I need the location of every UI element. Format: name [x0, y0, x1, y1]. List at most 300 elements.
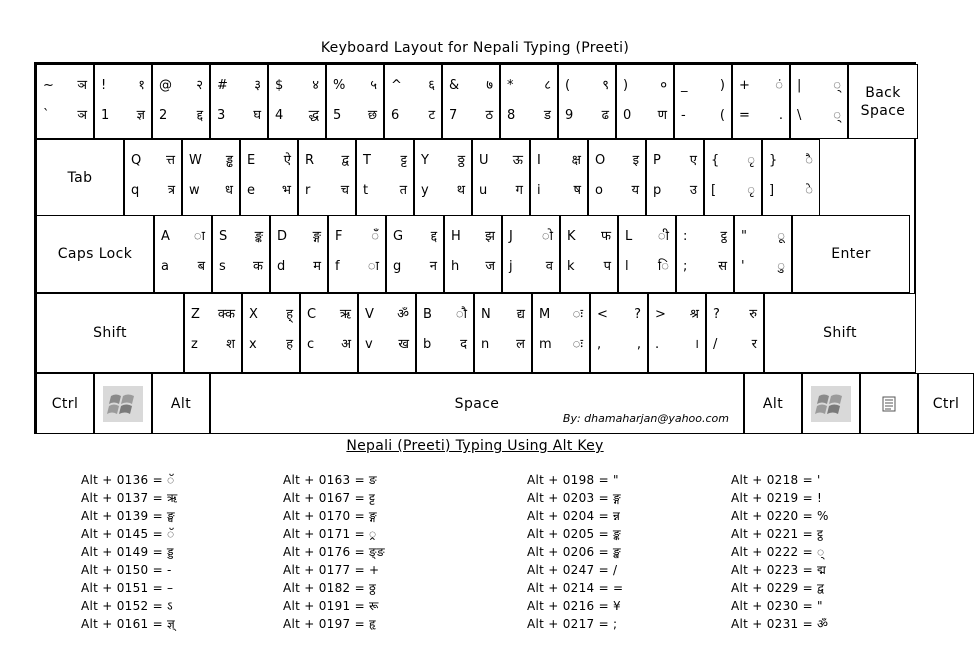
key-char-latin: o	[595, 183, 603, 198]
key-char-latin: [	[711, 183, 717, 198]
key-tilde[interactable]	[36, 64, 94, 139]
key-char-shift-latin: !	[101, 78, 107, 93]
key-char-shift-nepali: ः	[572, 307, 583, 322]
key-s[interactable]	[212, 215, 270, 293]
key-char-latin: q	[131, 183, 140, 198]
key-char-shift-nepali: ्	[833, 78, 841, 93]
key-char-nepali: ल	[516, 337, 525, 352]
key-9[interactable]	[558, 64, 616, 139]
key-w[interactable]	[182, 139, 240, 216]
key-char-latin: .	[655, 337, 660, 352]
key-char-shift-nepali: द्द	[430, 229, 437, 244]
key-char-latin: 9	[565, 108, 574, 123]
key-g[interactable]	[386, 215, 444, 293]
key-char-nepali: ि	[657, 259, 669, 274]
key-char-shift-latin: K	[567, 229, 576, 244]
alt-code-entry: Alt + 0231 = ॐ	[731, 617, 829, 631]
key-char-latin: l	[625, 259, 629, 274]
key-char-shift-nepali: ४	[312, 78, 319, 93]
alt-code-entry: Alt + 0230 = "	[731, 599, 823, 613]
key-char-latin: r	[305, 183, 311, 198]
alt-code-entry: Alt + 0170 = ङ्ग	[283, 509, 377, 523]
key-3[interactable]	[210, 64, 268, 139]
key-label: Tab	[67, 169, 93, 186]
key-char-shift-nepali: ए	[689, 153, 697, 168]
key-char-nepali: ट	[428, 108, 435, 123]
key-char-shift-latin: O	[595, 153, 606, 168]
key-e[interactable]	[240, 139, 298, 216]
key-char-nepali: स	[718, 259, 727, 274]
key-char-latin: ;	[683, 259, 688, 274]
key-char-shift-latin: D	[277, 229, 288, 244]
alt-code-entry: Alt + 0151 = –	[81, 581, 174, 595]
key-char-shift-latin: V	[365, 307, 374, 322]
key-4[interactable]	[268, 64, 326, 139]
alt-code-entry: Alt + 0204 = न्न	[527, 509, 621, 523]
key-c[interactable]	[300, 293, 358, 373]
key-char-shift-latin: P	[653, 153, 661, 168]
key-char-shift-latin: #	[217, 78, 228, 93]
alt-code-entry: Alt + 0182 = ठ्ठ	[283, 581, 377, 595]
key-char-nepali: ा	[367, 259, 379, 274]
key-char-shift-latin: C	[307, 307, 317, 322]
key-char-shift-nepali: रु	[749, 307, 757, 322]
key-char-latin: 7	[449, 108, 458, 123]
key-n[interactable]	[474, 293, 532, 373]
key-char-latin: k	[567, 259, 575, 274]
key-char-nepali: ख	[398, 337, 409, 352]
key-char-nepali: थ	[456, 183, 465, 198]
key-char-latin: f	[335, 259, 340, 274]
key-char-shift-nepali: द्य	[516, 307, 525, 322]
key-char-nepali: ण	[657, 108, 667, 123]
key-char-latin: ,	[597, 337, 602, 352]
key-label: Space	[454, 395, 500, 412]
key-menu[interactable]	[860, 373, 918, 434]
key-label: Alt	[170, 395, 192, 412]
key-char-shift-nepali: ङ्ग	[312, 229, 321, 244]
key-ctrl-left[interactable]	[36, 373, 94, 434]
key-char-shift-latin: ^	[391, 78, 402, 93]
key-char-latin: n	[481, 337, 490, 352]
alt-code-entry: Alt + 0221 = ट्ठ	[731, 527, 824, 541]
alt-code-entry: Alt + 0247 = /	[527, 563, 618, 577]
key-char-latin: -	[681, 108, 686, 123]
key-char-nepali: ,	[636, 337, 641, 352]
key-capslock[interactable]	[36, 215, 154, 293]
key-char-shift-latin: B	[423, 307, 432, 322]
key-char-shift-latin: @	[159, 78, 172, 93]
key-char-shift-nepali: झ	[485, 229, 495, 244]
key-char-shift-latin: E	[247, 153, 256, 168]
key-char-nepali: ध	[225, 183, 233, 198]
alt-code-entry: Alt + 0152 = ऽ	[81, 599, 173, 613]
key-char-shift-latin: S	[219, 229, 228, 244]
alt-code-column	[527, 471, 623, 633]
key-char-latin: 8	[507, 108, 516, 123]
key-char-nepali: ठ	[485, 108, 493, 123]
key-char-shift-latin: Q	[131, 153, 142, 168]
key-quote[interactable]	[734, 215, 792, 293]
key-q[interactable]	[124, 139, 182, 216]
key-char-shift-nepali: ९	[602, 78, 609, 93]
key-char-shift-latin: U	[479, 153, 489, 168]
key-char-latin: ]	[769, 183, 775, 198]
key-ctrl-right[interactable]	[918, 373, 974, 434]
key-char-nepali: ज	[485, 259, 495, 274]
key-l[interactable]	[618, 215, 676, 293]
key-char-nepali: ज्ञ	[136, 108, 145, 123]
key-char-shift-nepali: ं	[775, 78, 783, 93]
key-char-shift-nepali: २	[196, 78, 203, 93]
key-char-shift-latin: >	[655, 307, 666, 322]
key-char-latin: v	[365, 337, 373, 352]
key-minus[interactable]	[674, 64, 732, 139]
key-equals[interactable]	[732, 64, 790, 139]
key-char-shift-nepali: इ	[632, 153, 639, 168]
key-char-shift-latin: ~	[43, 78, 54, 93]
key-char-shift-nepali: ?	[634, 307, 641, 322]
key-x[interactable]	[242, 293, 300, 373]
key-label: Caps Lock	[57, 246, 133, 262]
key-char-shift-nepali: ३	[254, 78, 261, 93]
alt-code-entry: Alt + 0205 = ङ्क	[527, 527, 621, 541]
key-char-shift-latin: H	[451, 229, 461, 244]
key-char-shift-nepali: ५	[370, 78, 377, 93]
key-char-shift-latin: A	[161, 229, 170, 244]
key-char-shift-latin: %	[333, 78, 346, 93]
key-char-nepali: द	[460, 337, 467, 352]
alt-code-column	[81, 471, 178, 633]
key-char-latin: m	[539, 337, 552, 352]
key-char-nepali: छ	[367, 108, 377, 123]
key-char-shift-latin: R	[305, 153, 315, 168]
key-char-latin: y	[421, 183, 429, 198]
key-char-shift-nepali: ङ्क	[254, 229, 263, 244]
alt-code-entry: Alt + 0222 = ्	[731, 545, 825, 559]
key-char-shift-latin: _	[681, 78, 688, 93]
key-char-shift-latin: +	[739, 78, 750, 93]
alt-code-entry: Alt + 0216 = ¥	[527, 599, 621, 613]
key-char-shift-nepali: श्र	[689, 307, 699, 322]
key-label: Shift	[823, 325, 857, 341]
key-char-shift-nepali: ऋ	[339, 307, 351, 322]
key-char-latin: j	[509, 259, 513, 274]
key-char-shift-latin: $	[275, 78, 284, 93]
key-k[interactable]	[560, 215, 618, 293]
key-2[interactable]	[152, 64, 210, 139]
key-char-shift-nepali: ो	[541, 229, 553, 244]
key-char-shift-latin: X	[249, 307, 258, 322]
key-v[interactable]	[358, 293, 416, 373]
alt-code-entry: Alt + 0163 = ङ	[283, 473, 377, 487]
key-char-shift-nepali: ी	[657, 229, 669, 244]
key-char-latin: '	[741, 259, 745, 274]
key-char-shift-latin: {	[711, 153, 720, 168]
key-char-nepali: य	[631, 183, 639, 198]
key-char-shift-nepali: ७	[486, 78, 493, 93]
key-d[interactable]	[270, 215, 328, 293]
key-space[interactable]	[210, 373, 744, 434]
key-shift-left[interactable]	[36, 293, 184, 373]
key-0[interactable]	[616, 64, 674, 139]
key-char-nepali: प	[603, 259, 611, 274]
windows-logo-icon	[811, 386, 851, 422]
key-char-nepali: उ	[689, 183, 697, 198]
key-char-shift-nepali: ौ	[455, 307, 467, 322]
key-char-shift-nepali: ८	[544, 78, 551, 93]
key-char-shift-nepali: ै	[805, 153, 813, 168]
context-menu-icon	[882, 396, 896, 412]
key-char-nepali: ष	[573, 183, 581, 198]
key-char-nepali: व	[545, 259, 553, 274]
alt-code-entry: Alt + 0171 = ्र	[283, 527, 377, 541]
key-char-shift-latin: <	[597, 307, 608, 322]
key-char-latin: w	[189, 183, 200, 198]
alt-code-entry: Alt + 0203 = ङ्ग	[527, 491, 621, 505]
key-alt-right[interactable]	[744, 373, 802, 434]
key-a[interactable]	[154, 215, 212, 293]
key-char-shift-latin: Z	[191, 307, 200, 322]
key-7[interactable]	[442, 64, 500, 139]
key-label: Ctrl	[932, 395, 960, 412]
key-char-shift-nepali: )	[719, 78, 725, 93]
key-char-nepali: े	[805, 183, 813, 198]
key-shift-right[interactable]	[764, 293, 916, 373]
key-8[interactable]	[500, 64, 558, 139]
key-char-shift-latin: J	[509, 229, 513, 244]
key-char-latin: c	[307, 337, 315, 352]
alt-code-column	[731, 471, 829, 633]
key-char-shift-latin: W	[189, 153, 202, 168]
key-char-latin: h	[451, 259, 460, 274]
key-comma[interactable]	[590, 293, 648, 373]
key-char-shift-nepali: ा	[193, 229, 205, 244]
key-char-nepali: द्ध	[308, 108, 319, 123]
key-char-nepali: र	[751, 337, 757, 352]
key-char-shift-latin: &	[449, 78, 460, 93]
key-char-nepali: ग	[515, 183, 523, 198]
key-char-nepali: ृ	[747, 183, 755, 198]
alt-code-entry: Alt + 0150 = -	[81, 563, 172, 577]
key-char-shift-latin: L	[625, 229, 633, 244]
key-char-latin: `	[43, 108, 50, 123]
key-char-latin: /	[713, 337, 718, 352]
key-char-shift-latin: Y	[421, 153, 429, 168]
alt-code-entry: Alt + 0149 = ड्ड	[81, 545, 174, 559]
key-char-nepali: ड	[544, 108, 551, 123]
key-char-shift-nepali: ऐ	[283, 153, 291, 168]
key-char-nepali: भ	[281, 183, 291, 198]
key-char-shift-nepali: द्व	[341, 153, 349, 168]
key-h[interactable]	[444, 215, 502, 293]
key-char-shift-nepali: ँ	[371, 229, 379, 244]
key-char-shift-nepali: ू	[777, 229, 785, 244]
key-char-latin: b	[423, 337, 432, 352]
key-char-latin: 4	[275, 108, 284, 123]
key-label: Back Space	[860, 84, 906, 119]
key-char-latin: d	[277, 259, 286, 274]
key-alt-left[interactable]	[152, 373, 210, 434]
key-char-shift-latin: F	[335, 229, 343, 244]
key-char-nepali: म	[313, 259, 321, 274]
key-char-shift-nepali: ड्ढ	[225, 153, 233, 168]
alt-code-entry: Alt + 0145 = ॅ	[81, 527, 175, 541]
key-i[interactable]	[530, 139, 588, 216]
key-char-nepali: ः	[572, 337, 583, 352]
key-char-shift-nepali: क्ष	[571, 153, 581, 168]
key-char-nepali: अ	[341, 337, 351, 352]
key-char-shift-latin: M	[539, 307, 551, 322]
alt-key-title: Nepali (Preeti) Typing Using Alt Key	[346, 438, 604, 454]
alt-code-entry: Alt + 0229 = द्व	[731, 581, 825, 595]
key-char-latin: u	[479, 183, 488, 198]
key-char-nepali: (	[719, 108, 725, 123]
key-char-shift-latin: ?	[713, 307, 720, 322]
key-r[interactable]	[298, 139, 356, 216]
key-lbracket[interactable]	[704, 139, 762, 216]
alt-code-entry: Alt + 0191 = रू	[283, 599, 379, 613]
key-char-latin: \	[797, 108, 802, 123]
key-char-nepali: ह	[286, 337, 293, 352]
alt-code-entry: Alt + 0176 = ङ्ङ	[283, 545, 385, 559]
key-p[interactable]	[646, 139, 704, 216]
key-char-shift-latin: )	[623, 78, 629, 93]
key-char-nepali: ु	[777, 259, 785, 274]
alt-code-entry: Alt + 0223 = द्म	[731, 563, 827, 577]
key-char-shift-nepali: ॐ	[397, 307, 409, 322]
key-rbracket[interactable]	[762, 139, 820, 216]
key-y[interactable]	[414, 139, 472, 216]
alt-code-column	[283, 471, 385, 633]
key-char-shift-nepali: ट्ठ	[720, 229, 727, 244]
alt-code-entry: Alt + 0218 = '	[731, 473, 821, 487]
alt-code-entry: Alt + 0177 = +	[283, 563, 380, 577]
key-char-latin: 3	[217, 108, 226, 123]
key-char-shift-latin: :	[683, 229, 688, 244]
key-char-nepali: त्र	[167, 183, 175, 198]
key-m[interactable]	[532, 293, 590, 373]
key-char-nepali: ब	[197, 259, 205, 274]
key-j[interactable]	[502, 215, 560, 293]
key-char-nepali: क	[253, 259, 263, 274]
key-char-nepali: ञ	[77, 108, 87, 123]
key-char-shift-latin: |	[797, 78, 802, 93]
key-char-shift-nepali: ६	[428, 78, 435, 93]
key-win-left[interactable]	[94, 373, 152, 434]
key-char-latin: e	[247, 183, 255, 198]
key-char-latin: 6	[391, 108, 400, 123]
key-char-shift-nepali: त्त	[166, 153, 175, 168]
key-t[interactable]	[356, 139, 414, 216]
key-1[interactable]	[94, 64, 152, 139]
key-char-latin: p	[653, 183, 662, 198]
key-backslash[interactable]	[790, 64, 848, 139]
key-char-latin: 5	[333, 108, 342, 123]
key-char-shift-nepali: क्क	[217, 307, 235, 322]
alt-code-entry: Alt + 0139 = ङ्घ	[81, 509, 175, 523]
key-char-nepali: घ	[253, 108, 261, 123]
key-char-shift-nepali: ऊ	[512, 153, 523, 168]
alt-code-entry: Alt + 0161 = ज्ञ्	[81, 617, 176, 631]
keyboard-title: Keyboard Layout for Nepali Typing (Preeti)	[320, 40, 630, 56]
key-char-nepali: श	[226, 337, 235, 352]
key-char-latin: 1	[101, 108, 110, 123]
key-char-latin: t	[363, 183, 369, 198]
key-char-shift-nepali: फ	[600, 229, 611, 244]
key-backspace[interactable]	[848, 64, 918, 139]
key-period[interactable]	[648, 293, 706, 373]
key-char-shift-latin: I	[537, 153, 541, 168]
key-char-latin: =	[739, 108, 750, 123]
windows-logo-icon	[103, 386, 143, 422]
key-char-shift-latin: "	[741, 229, 747, 244]
key-char-nepali: द्द	[196, 108, 203, 123]
key-z[interactable]	[184, 293, 242, 373]
key-semicolon[interactable]	[676, 215, 734, 293]
key-char-shift-nepali: १	[138, 78, 145, 93]
key-char-shift-nepali: ०	[660, 78, 667, 93]
alt-code-entry: Alt + 0206 = ङ्ख	[527, 545, 621, 559]
key-u[interactable]	[472, 139, 530, 216]
key-5[interactable]	[326, 64, 384, 139]
key-char-shift-latin: N	[481, 307, 491, 322]
key-label: Shift	[93, 325, 127, 341]
key-win-right[interactable]	[802, 373, 860, 434]
key-char-latin: z	[191, 337, 198, 352]
key-char-latin: i	[537, 183, 541, 198]
keyboard	[34, 62, 960, 434]
key-char-nepali: .	[778, 108, 783, 123]
alt-code-entry: Alt + 0197 = हृ	[283, 617, 376, 631]
key-char-shift-nepali: ठ्ठ	[457, 153, 465, 168]
key-char-latin: a	[161, 259, 169, 274]
key-b[interactable]	[416, 293, 474, 373]
key-char-shift-nepali: ञ	[77, 78, 87, 93]
alt-code-entry: Alt + 0198 = "	[527, 473, 619, 487]
key-char-nepali: ।	[694, 337, 699, 352]
alt-code-entry: Alt + 0220 = %	[731, 509, 829, 523]
key-char-shift-latin: (	[565, 78, 571, 93]
key-char-shift-latin: }	[769, 153, 778, 168]
key-slash[interactable]	[706, 293, 764, 373]
key-label: Ctrl	[51, 395, 79, 412]
alt-code-entry: Alt + 0167 = ट्ट	[283, 491, 376, 505]
key-label: Enter	[831, 246, 871, 262]
key-tab[interactable]	[36, 139, 124, 216]
key-char-nepali: न	[429, 259, 437, 274]
key-char-nepali: ढ	[601, 108, 609, 123]
key-o[interactable]	[588, 139, 646, 216]
key-char-nepali: च	[340, 183, 349, 198]
key-6[interactable]	[384, 64, 442, 139]
key-label: Alt	[762, 395, 784, 412]
alt-code-entry: Alt + 0219 = !	[731, 491, 823, 505]
key-char-shift-nepali: ह्	[286, 307, 293, 322]
alt-code-entry: Alt + 0214 = =	[527, 581, 624, 595]
key-char-latin: s	[219, 259, 226, 274]
key-f[interactable]	[328, 215, 386, 293]
key-char-shift-latin: *	[507, 78, 514, 93]
key-enter[interactable]	[792, 215, 910, 293]
alt-code-entry: Alt + 0137 = ऋ	[81, 491, 178, 505]
alt-code-entry: Alt + 0217 = ;	[527, 617, 618, 631]
key-char-shift-nepali: ृ	[747, 153, 755, 168]
key-char-latin: 2	[159, 108, 168, 123]
key-char-latin: x	[249, 337, 257, 352]
key-char-latin: g	[393, 259, 402, 274]
key-char-shift-latin: T	[363, 153, 371, 168]
